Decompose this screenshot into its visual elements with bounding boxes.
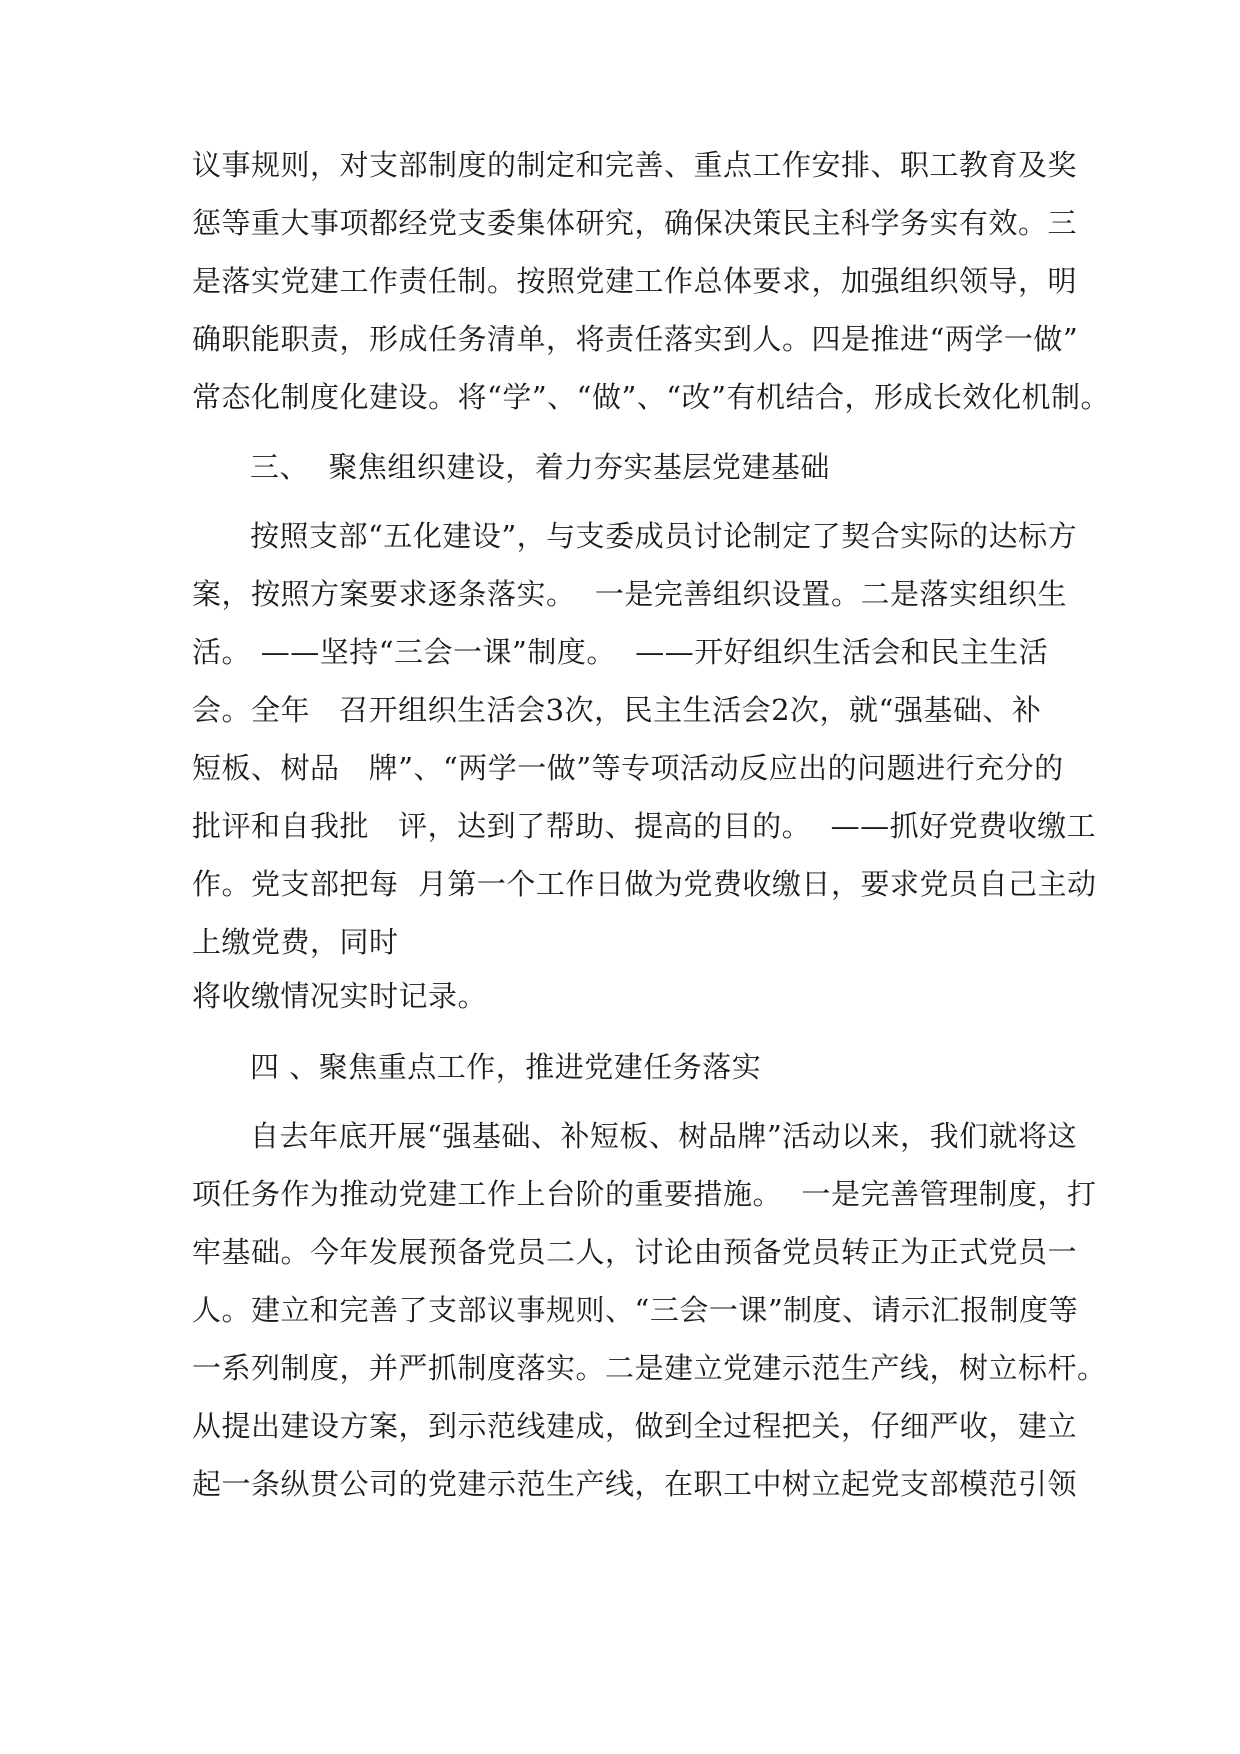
paragraph-line: 短板、树品 牌”、“两学一做”等专项活动反应出的问题进行充分的: [192, 751, 1064, 785]
paragraph-line: 惩等重大事项都经党支委集体研究，确保决策民主科学务实有效。三: [192, 206, 1078, 240]
paragraph-line: 会。全年 召开组织生活会3次，民主生活会2次，就“强基础、补: [192, 693, 1042, 727]
section-heading: 三、 聚焦组织建设，着力夯实基层党建基础: [250, 450, 830, 484]
paragraph-line: 活。 ——坚持“三会一课”制度。 ——开好组织生活会和民主生活: [192, 635, 1049, 669]
paragraph-line: 起一条纵贯公司的党建示范生产线，在职工中树立起党支部模范引领: [192, 1467, 1078, 1501]
paragraph-line: 自去年底开展“强基础、补短板、树品牌”活动以来，我们就将这: [250, 1119, 1078, 1153]
paragraph-line: 议事规则，对支部制度的制定和完善、重点工作安排、职工教育及奖: [192, 148, 1078, 182]
paragraph-line: 一系列制度，并严抓制度落实。二是建立党建示范生产线，树立标杆。: [192, 1351, 1107, 1385]
paragraph-line: 作。党支部把每 月第一个工作日做为党费收缴日，要求党员自己主动: [192, 867, 1097, 901]
section-heading: 四 、聚焦重点工作，推进党建任务落实: [250, 1050, 762, 1084]
paragraph-line: 从提出建设方案，到示范线建成，做到全过程把关，仔细严收，建立: [192, 1409, 1078, 1443]
paragraph-line: 按照支部“五化建设”，与支委成员讨论制定了契合实际的达标方: [250, 519, 1078, 553]
paragraph-line: 确职能职责，形成任务清单，将责任落实到人。四是推进“两学一做”: [192, 322, 1079, 356]
paragraph-line: 将收缴情况实时记录。: [192, 979, 488, 1013]
paragraph-line: 牢基础。今年发展预备党员二人，讨论由预备党员转正为正式党员一: [192, 1235, 1078, 1269]
paragraph-line: 项任务作为推动党建工作上台阶的重要措施。 一是完善管理制度，打: [192, 1177, 1097, 1211]
paragraph-line: 案，按照方案要求逐条落实。 一是完善组织设置。二是落实组织生: [192, 577, 1067, 611]
paragraph-line: 上缴党费，同时: [192, 925, 399, 959]
paragraph-line: 常态化制度化建设。将“学”、“做”、“改”有机结合，形成长效化机制。: [192, 380, 1110, 414]
paragraph-line: 人。建立和完善了支部议事规则、“三会一课”制度、请示汇报制度等: [192, 1293, 1079, 1327]
paragraph-line: 批评和自我批 评，达到了帮助、提高的目的。 ——抓好党费收缴工: [192, 809, 1097, 843]
paragraph-line: 是落实党建工作责任制。按照党建工作总体要求，加强组织领导，明: [192, 264, 1078, 298]
